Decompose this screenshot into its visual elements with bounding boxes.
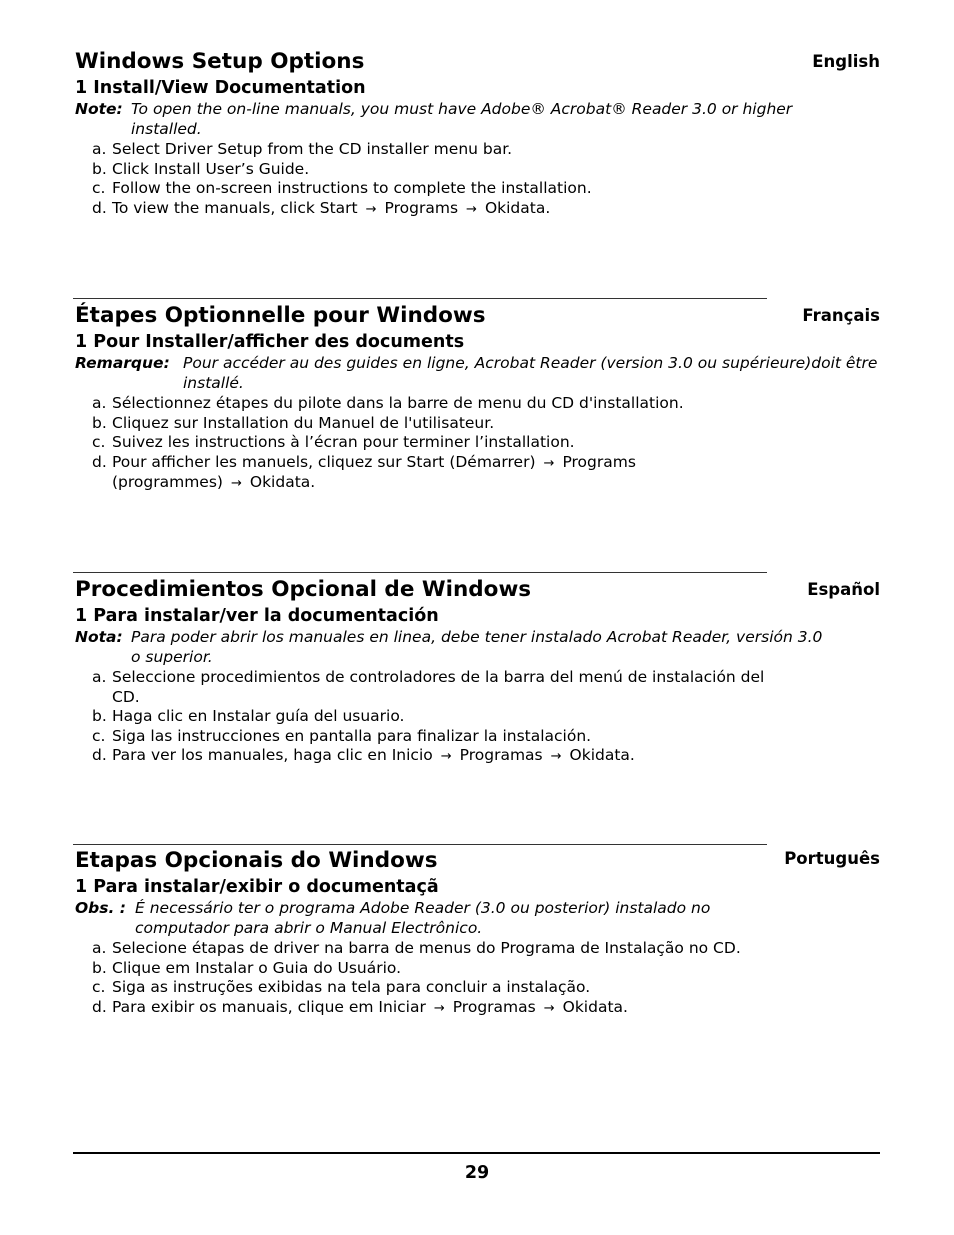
language-label: Français xyxy=(802,306,880,325)
note-label: Note: xyxy=(75,100,123,118)
step-text: Siga as instruções exibidas na tela para concluir a instalação. xyxy=(112,978,591,997)
step-text: Haga clic en Instalar guía del usuario. xyxy=(112,707,405,726)
list-item xyxy=(75,978,768,998)
step-text: Select Driver Setup from the CD installer menu bar. xyxy=(112,140,513,158)
arrow-right-icon: → xyxy=(440,749,452,765)
section-portugues xyxy=(75,847,880,1018)
section-subtitle: 1 Para instalar/exibir o documentaçã xyxy=(75,877,439,897)
menu-path-item: Programs (programmes) xyxy=(112,452,636,492)
note-label: Obs. : xyxy=(75,899,126,917)
arrow-right-icon: → xyxy=(550,749,562,765)
step-text: Cliquez sur Installation du Manuel de l'utilisateur. xyxy=(112,413,495,432)
menu-path-item: Okidata. xyxy=(562,997,628,1016)
section-title: Etapas Opcionais do Windows xyxy=(75,848,438,873)
list-item xyxy=(75,746,768,767)
arrow-right-icon: → xyxy=(230,476,242,492)
section-divider xyxy=(73,572,767,573)
note-text: Para poder abrir los manuales en linea, debe tener instalado Acrobat Reader, versión 3.0 o superior. xyxy=(131,628,823,666)
list-marker: a. xyxy=(92,394,107,412)
list-marker: b. xyxy=(92,413,107,432)
step-text: Siga las instrucciones en pantalla para finalizar la instalación. xyxy=(112,726,592,745)
list-item xyxy=(75,727,768,747)
section-subtitle: 1 Install/View Documentation xyxy=(75,78,366,98)
menu-path-item: Programs xyxy=(384,198,459,217)
menu-path-item: Programas xyxy=(452,997,536,1016)
section-espanol xyxy=(75,576,880,767)
step-text: To view the manuals, click Start xyxy=(112,198,358,217)
steps-list xyxy=(75,394,880,494)
note xyxy=(75,100,831,139)
note-text: É necessário ter o programa Adobe Reader (3.0 ou posterior) instalado no computador para abrir o Manual Electrônico. xyxy=(135,899,711,937)
note xyxy=(75,628,831,667)
section-divider xyxy=(73,298,767,299)
note-label: Nota: xyxy=(75,628,123,646)
language-label: Português xyxy=(784,849,880,868)
list-marker: c. xyxy=(92,978,106,997)
step-text: Seleccione procedimientos de controladores de la barra del menú de instalación del CD. xyxy=(112,668,765,706)
page-number: 29 xyxy=(464,1163,490,1183)
section-title: Windows Setup Options xyxy=(75,49,365,74)
list-marker: c. xyxy=(92,179,106,198)
step-text: Suivez les instructions à l’écran pour terminer l’installation. xyxy=(112,433,575,452)
step-text: Selecione étapas de driver na barra de menus do Programa de Instalação no CD. xyxy=(112,939,741,957)
note xyxy=(75,354,883,393)
arrow-right-icon: → xyxy=(433,1000,445,1016)
step-text: Para ver los manuales, haga clic en Inicio xyxy=(112,746,433,765)
footer-divider xyxy=(73,1152,880,1154)
list-marker: d. xyxy=(92,746,107,765)
list-item xyxy=(75,959,768,979)
note-label: Remarque: xyxy=(75,354,170,372)
list-marker: b. xyxy=(92,159,107,178)
step-text: Clique em Instalar o Guia do Usuário. xyxy=(112,958,402,977)
section-francais xyxy=(75,302,880,494)
list-marker: c. xyxy=(92,433,106,452)
menu-path-item: Okidata. xyxy=(484,198,551,217)
list-marker: b. xyxy=(92,707,107,726)
list-marker: d. xyxy=(92,997,107,1016)
section-subtitle: 1 Para instalar/ver la documentación xyxy=(75,606,439,626)
language-label: Español xyxy=(807,580,880,599)
section-title: Étapes Optionnelle pour Windows xyxy=(75,303,486,328)
list-item xyxy=(75,160,768,180)
list-item xyxy=(75,668,768,707)
list-marker: a. xyxy=(92,140,107,158)
list-item xyxy=(75,998,768,1019)
list-marker: d. xyxy=(92,452,107,471)
list-item xyxy=(75,179,768,199)
list-item xyxy=(75,140,768,160)
section-subtitle: 1 Pour Installer/afficher des documents xyxy=(75,332,465,352)
list-item xyxy=(75,939,768,959)
step-text: Sélectionnez étapes du pilote dans la barre de menu du CD d'installation. xyxy=(112,394,684,412)
list-marker: d. xyxy=(92,198,107,217)
list-marker: b. xyxy=(92,958,107,977)
list-item xyxy=(75,453,712,494)
list-marker: a. xyxy=(92,668,107,686)
steps-list xyxy=(75,939,880,1018)
list-item xyxy=(75,433,768,453)
arrow-right-icon: → xyxy=(466,201,477,217)
arrow-right-icon: → xyxy=(365,201,377,217)
menu-path-item: Okidata. xyxy=(569,746,635,765)
step-text: Click Install User’s Guide. xyxy=(112,159,310,178)
step-text: Follow the on-screen instructions to complete the installation. xyxy=(112,179,592,198)
list-item xyxy=(75,414,768,434)
steps-list xyxy=(75,668,880,767)
list-marker: c. xyxy=(92,726,106,745)
menu-path-item: Okidata. xyxy=(249,473,316,492)
note-text: To open the on-line manuals, you must have Adobe® Acrobat® Reader 3.0 or higher installed. xyxy=(131,100,793,138)
note-text: Pour accéder au des guides en ligne, Acrobat Reader (version 3.0 ou supérieure)doit être installé. xyxy=(183,354,878,392)
step-text: Para exibir os manuais, clique em Iniciar xyxy=(112,997,426,1016)
arrow-right-icon: → xyxy=(543,1000,555,1016)
section-title: Procedimientos Opcional de Windows xyxy=(75,577,532,602)
list-item xyxy=(75,394,768,414)
note xyxy=(75,899,795,938)
list-marker: a. xyxy=(92,939,107,957)
list-item xyxy=(75,199,768,220)
arrow-right-icon: → xyxy=(543,455,555,471)
menu-path-item: Programas xyxy=(459,746,543,765)
step-text: Pour afficher les manuels, cliquez sur Start (Démarrer) xyxy=(112,452,536,471)
section-divider xyxy=(73,844,767,845)
steps-list xyxy=(75,140,880,219)
list-item xyxy=(75,707,768,727)
section-english xyxy=(75,48,880,219)
language-label: English xyxy=(812,52,880,71)
